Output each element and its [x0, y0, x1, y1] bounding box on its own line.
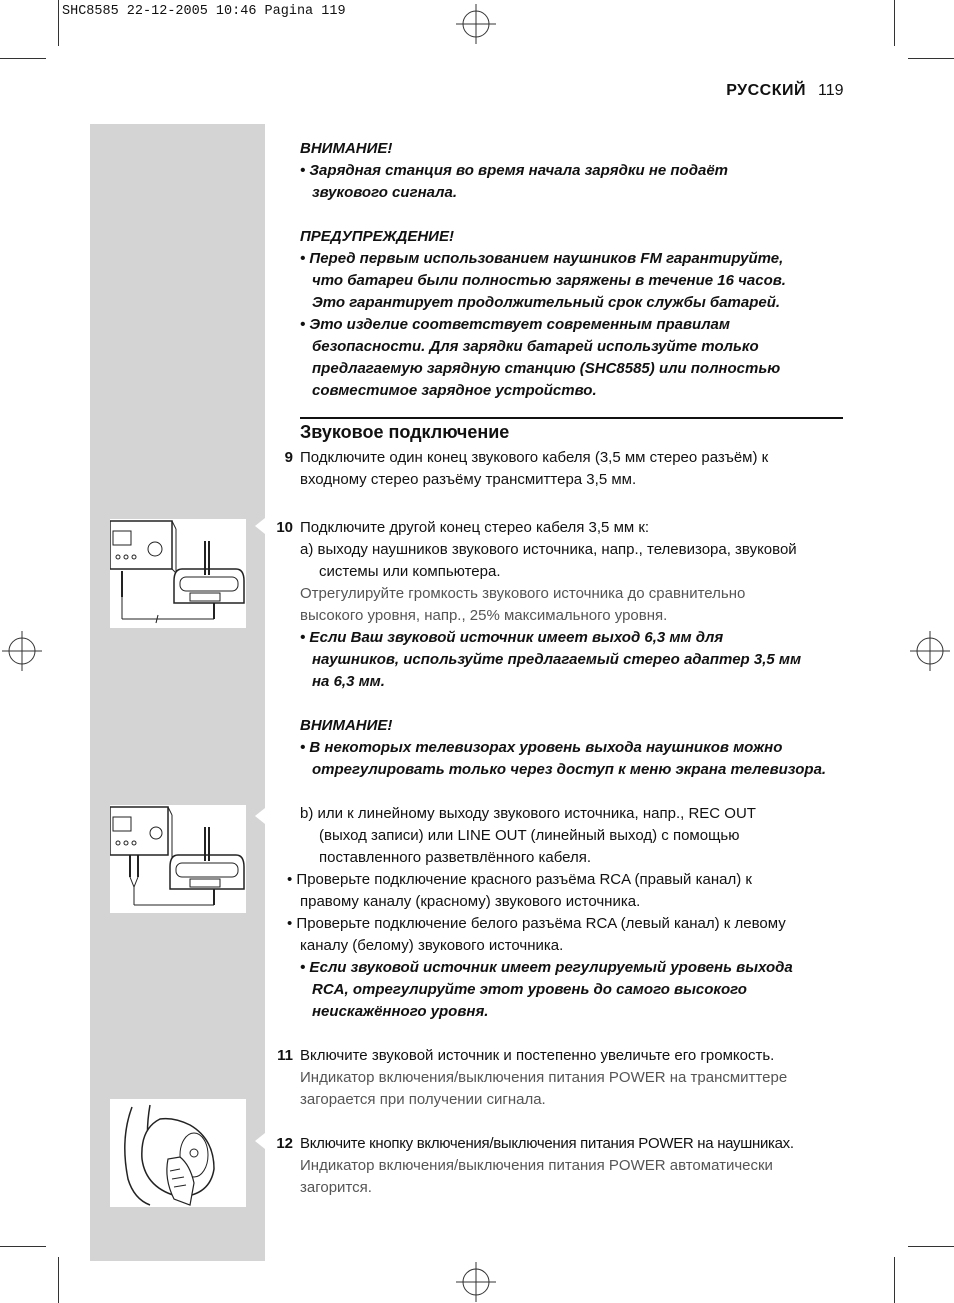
tip-line: наушников, используйте предлагаемый стерео адаптер 3,5 мм	[312, 651, 802, 668]
sidebar-panel	[90, 124, 265, 1261]
step-option-b: b) или к линейному выходу звукового источника, напр., REC OUT	[300, 805, 756, 822]
headphone-output-illustration	[110, 519, 246, 628]
crop-mark	[58, 0, 59, 46]
caution-line: Это гарантирует продолжительный срок службы батарей.	[312, 294, 781, 311]
caution-line: совместимое зарядное устройство.	[312, 382, 597, 399]
caution-line: безопасности. Для зарядки батарей используйте только	[312, 338, 759, 355]
tip-line: • Если Ваш звуковой источник имеет выход 6,3 мм для	[300, 629, 724, 646]
crop-mark	[0, 1246, 46, 1247]
section-title: Звуковое подключение	[300, 422, 510, 442]
caution-line: предлагаемую зарядную станцию (SHC8585) или полностью	[312, 360, 781, 377]
warning-line: отрегулировать только через доступ к меню экрана телевизора.	[312, 761, 827, 778]
step-text: Подключите один конец звукового кабеля (3,5 мм стерео разъём) к	[300, 449, 769, 466]
check-line: • Проверьте подключение белого разъёма RCA (левый канал) к левому	[287, 915, 786, 932]
tip-line: на 6,3 мм.	[312, 673, 385, 690]
warning-line: звукового сигнала.	[312, 184, 457, 201]
print-slug: SHC8585 22-12-2005 10:46 Pagina 119	[62, 4, 346, 19]
step-note: Индикатор включения/выключения питания POWER на трансмиттере	[300, 1069, 788, 1086]
crop-mark	[58, 1257, 59, 1303]
registration-mark-icon	[910, 631, 950, 671]
warning-line: • В некоторых телевизорах уровень выхода наушников можно	[300, 739, 783, 756]
step-option-a: а) выходу наушников звукового источника, напр., телевизора, звуковой	[300, 541, 797, 558]
line-output-illustration	[110, 805, 246, 913]
registration-mark-icon	[456, 4, 496, 44]
check-line: каналу (белому) звукового источника.	[300, 937, 564, 954]
crop-mark	[894, 1257, 895, 1303]
crop-mark	[0, 58, 46, 59]
caution-title: ПРЕДУПРЕЖДЕНИЕ!	[300, 228, 454, 245]
step-number: 10	[276, 519, 293, 536]
step-text: Подключите другой конец стерео кабеля 3,5 мм к:	[300, 519, 650, 536]
step-note: загорается при получении сигнала.	[300, 1091, 546, 1108]
step-text: входному стерео разъёму трансмиттера 3,5 мм.	[300, 471, 637, 488]
step-text: Включите кнопку включения/выключения питания POWER на наушниках.	[300, 1135, 794, 1152]
step-number: 11	[277, 1047, 293, 1064]
tip-line: • Если звуковой источник имеет регулируемый уровень выхода	[300, 959, 793, 976]
warning-title: ВНИМАНИЕ!	[300, 717, 393, 734]
step-note: загорится.	[300, 1179, 372, 1196]
check-line: • Проверьте подключение красного разъёма RCA (правый канал) к	[287, 871, 752, 888]
language-header: РУССКИЙ	[726, 82, 806, 99]
step-option-a: системы или компьютера.	[319, 563, 501, 580]
crop-mark	[908, 1246, 954, 1247]
registration-mark-icon	[2, 631, 42, 671]
step-note: Отрегулируйте громкость звукового источника до сравнительно	[300, 585, 746, 602]
step-number: 9	[284, 449, 293, 466]
caution-line: • Перед первым использованием наушников FM гарантируйте,	[300, 250, 784, 267]
step-option-b: (выход записи) или LINE OUT (линейный выход) с помощью	[319, 827, 740, 844]
step-option-b: поставленного разветвлённого кабеля.	[319, 849, 592, 866]
check-line: правому каналу (красному) звукового источника.	[300, 893, 641, 910]
figure-pointer	[255, 808, 265, 824]
step-note: высокого уровня, напр., 25% максимального уровня.	[300, 607, 668, 624]
warning-line: • Зарядная станция во время начала зарядки не подаёт	[300, 162, 729, 179]
warning-title: ВНИМАНИЕ!	[300, 140, 393, 157]
crop-mark	[894, 0, 895, 46]
headphone-power-illustration	[110, 1099, 246, 1207]
tip-line: RCA, отрегулируйте этот уровень до самого высокого	[312, 981, 747, 998]
step-number: 12	[276, 1135, 293, 1152]
section-divider	[300, 417, 843, 419]
tip-line: неискажённого уровня.	[312, 1003, 489, 1020]
step-note: Индикатор включения/выключения питания POWER автоматически	[300, 1157, 773, 1174]
page-number: 119	[818, 82, 844, 99]
caution-line: • Это изделие соответствует современным правилам	[300, 316, 730, 333]
caution-line: что батареи были полностью заряжены в течение 16 часов.	[312, 272, 786, 289]
registration-mark-icon	[456, 1262, 496, 1302]
crop-mark	[908, 58, 954, 59]
step-text: Включите звуковой источник и постепенно увеличьте его громкость.	[300, 1047, 775, 1064]
